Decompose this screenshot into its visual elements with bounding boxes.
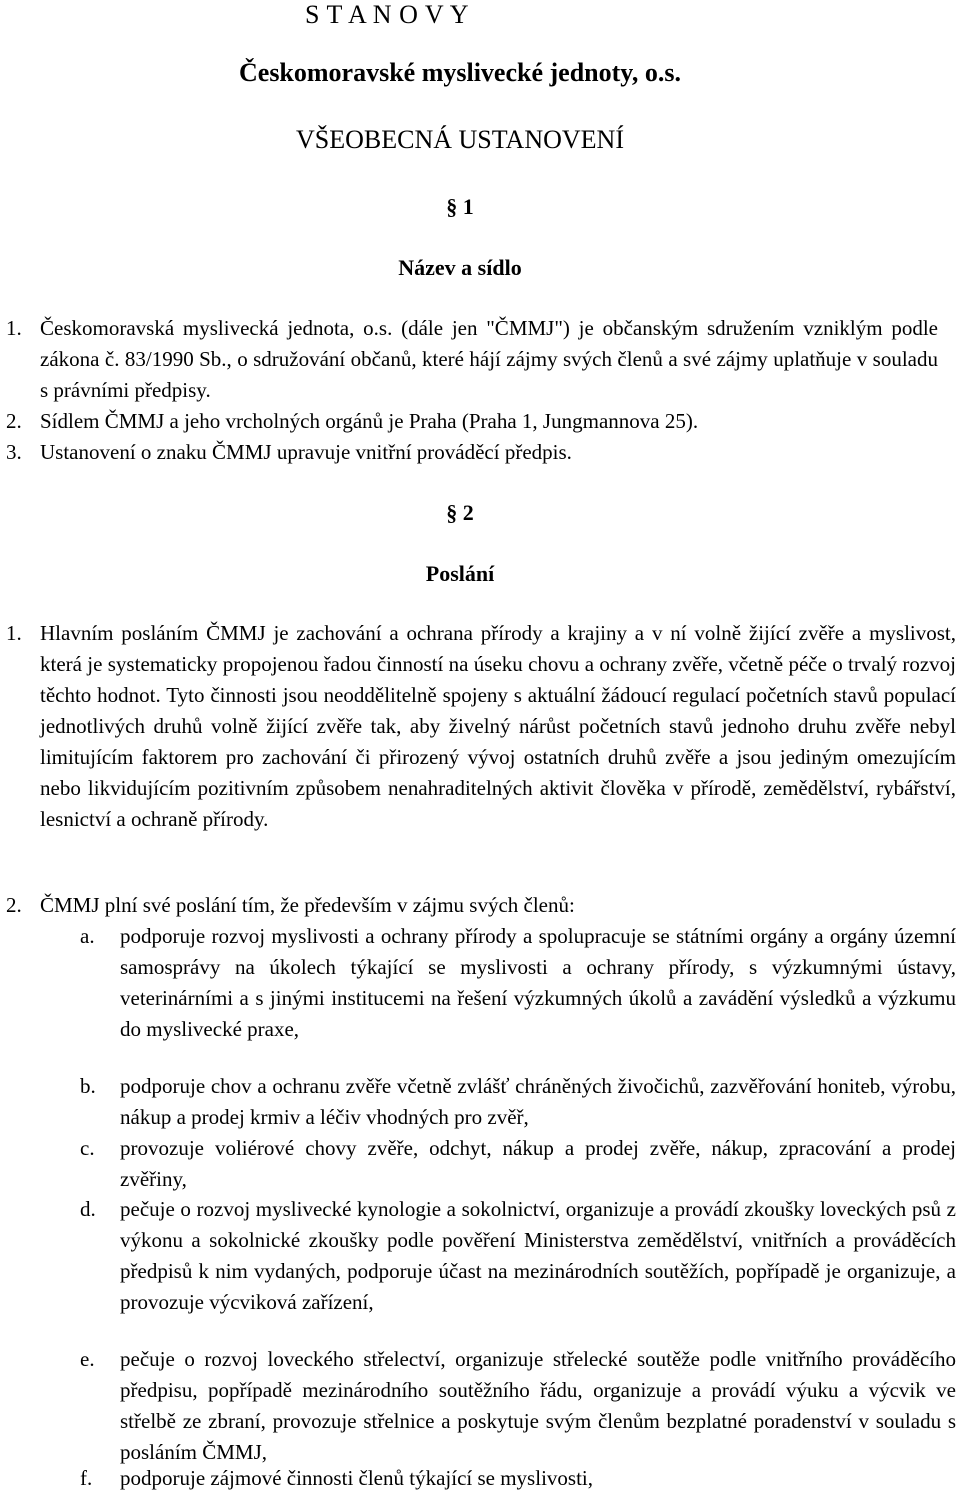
subitem-e-text: pečuje o rozvoj loveckého střelectví, organizuje střelecké soutěže podle vnitřního prováděcího předpisu, popřípadě mezinárodního soutěžního řádu, organizuje a provádí výuku a výcvik ve střelbě ze zbraní, provozuje střelnice a poskytuje svým členům bezplatné poradenství v souladu s posláním ČMMJ, <box>120 1347 956 1464</box>
subitem-c-text: provozuje voliérové chovy zvěře, odchyt, nákup a prodej zvěře, nákup, zpracování a prodej zvěřiny, <box>120 1136 956 1191</box>
document-title: S T A N O V Y <box>305 0 470 29</box>
subitem-a-letter: a. <box>80 924 95 948</box>
subitem-c-letter: c. <box>80 1136 95 1160</box>
subitem-d-letter: d. <box>80 1197 96 1221</box>
section-1-item-1-text: Českomoravská myslivecká jednota, o.s. (dále jen "ČMMJ") je občanským sdružením vzniklým podle zákona č. 83/1990 Sb., o sdružování občanů, které hájí zájmy svých členů a své zájmy uplatňuje v souladu s právními předpisy. <box>40 316 938 402</box>
subitem-e-letter: e. <box>80 1347 95 1371</box>
section-1-item-3-text: Ustanovení o znaku ČMMJ upravuje vnitřní prováděcí předpis. <box>40 440 572 464</box>
section-1-title: Název a sídlo <box>398 255 522 280</box>
section-2-item-1-number: 1. <box>6 621 22 645</box>
section-2-item-2-number: 2. <box>6 893 22 917</box>
section-2-item-2-text: ČMMJ plní své poslání tím, že především v zájmu svých členů: <box>40 893 575 917</box>
section-1-number: § 1 <box>446 194 474 219</box>
subitem-f-text: podporuje zájmové činnosti členů týkající se myslivosti, <box>120 1466 593 1490</box>
general-provisions-heading: VŠEOBECNÁ USTANOVENÍ <box>296 125 624 154</box>
subitem-b-text: podporuje chov a ochranu zvěře včetně zvlášť chráněných živočichů, zazvěřování honiteb, výrobu, nákup a prodej krmiv a léčiv vhodných pro zvěř, <box>120 1074 956 1129</box>
section-1-item-2-number: 2. <box>6 409 22 433</box>
section-1-item-1-number: 1. <box>6 316 22 340</box>
section-2-title: Poslání <box>425 561 495 586</box>
section-2-item-1-text: Hlavním posláním ČMMJ je zachování a ochrana přírody a krajiny a v ní volně žijící zvěře a myslivost, která je systematicky propojenou řadou činností na úseku chovu a ochrany zvěře, včetně péče o trvalý rozvoj těchto hodnot. Tyto činnosti jsou neoddělitelně spojeny s aktuální žádoucí regulací početních stavů populací jednotlivých druhů volně žijící zvěře tak, aby živelný nárůst početních stavů jednoho druhu zvěře nebyl limitujícím faktorem pro zachování či přirozený vývoj ostatních druhů zvěře a jsou jediným omezujícím nebo likvidujícím pozitivním způsobem nenahraditelných aktivit člověka v přírodě, zemědělství, rybářství, lesnictví a ochraně přírody. <box>40 621 956 831</box>
subitem-f-letter: f. <box>80 1466 93 1490</box>
section-2-number: § 2 <box>446 500 474 525</box>
section-1-item-3-number: 3. <box>6 440 22 464</box>
subitem-a-text: podporuje rozvoj myslivosti a ochrany přírody a spolupracuje se státními orgány a orgány územní samosprávy na úkolech týkající se myslivosti a ochrany přírody, s výzkumnými ústavy, veterinárními a s jinými institucemi na řešení výzkumných úkolů a zavádění výsledků a výzkumu do myslivecké praxe, <box>120 924 956 1041</box>
document-subtitle: Českomoravské myslivecké jednoty, o.s. <box>239 58 681 87</box>
section-1-item-2-text: Sídlem ČMMJ a jeho vrcholných orgánů je Praha (Praha 1, Jungmannova 25). <box>40 409 699 433</box>
subitem-b-letter: b. <box>80 1074 96 1098</box>
subitem-d-text: pečuje o rozvoj myslivecké kynologie a sokolnictví, organizuje a provádí zkoušky loveckých psů z výkonu a sokolnické zkoušky podle pověření Ministerstva zemědělství, vnitřních a prováděcích předpisů k nim vydaných, podporuje účast na mezinárodních soutěžích, popřípadě je organizuje, a provozuje výcviková zařízení, <box>120 1197 956 1314</box>
